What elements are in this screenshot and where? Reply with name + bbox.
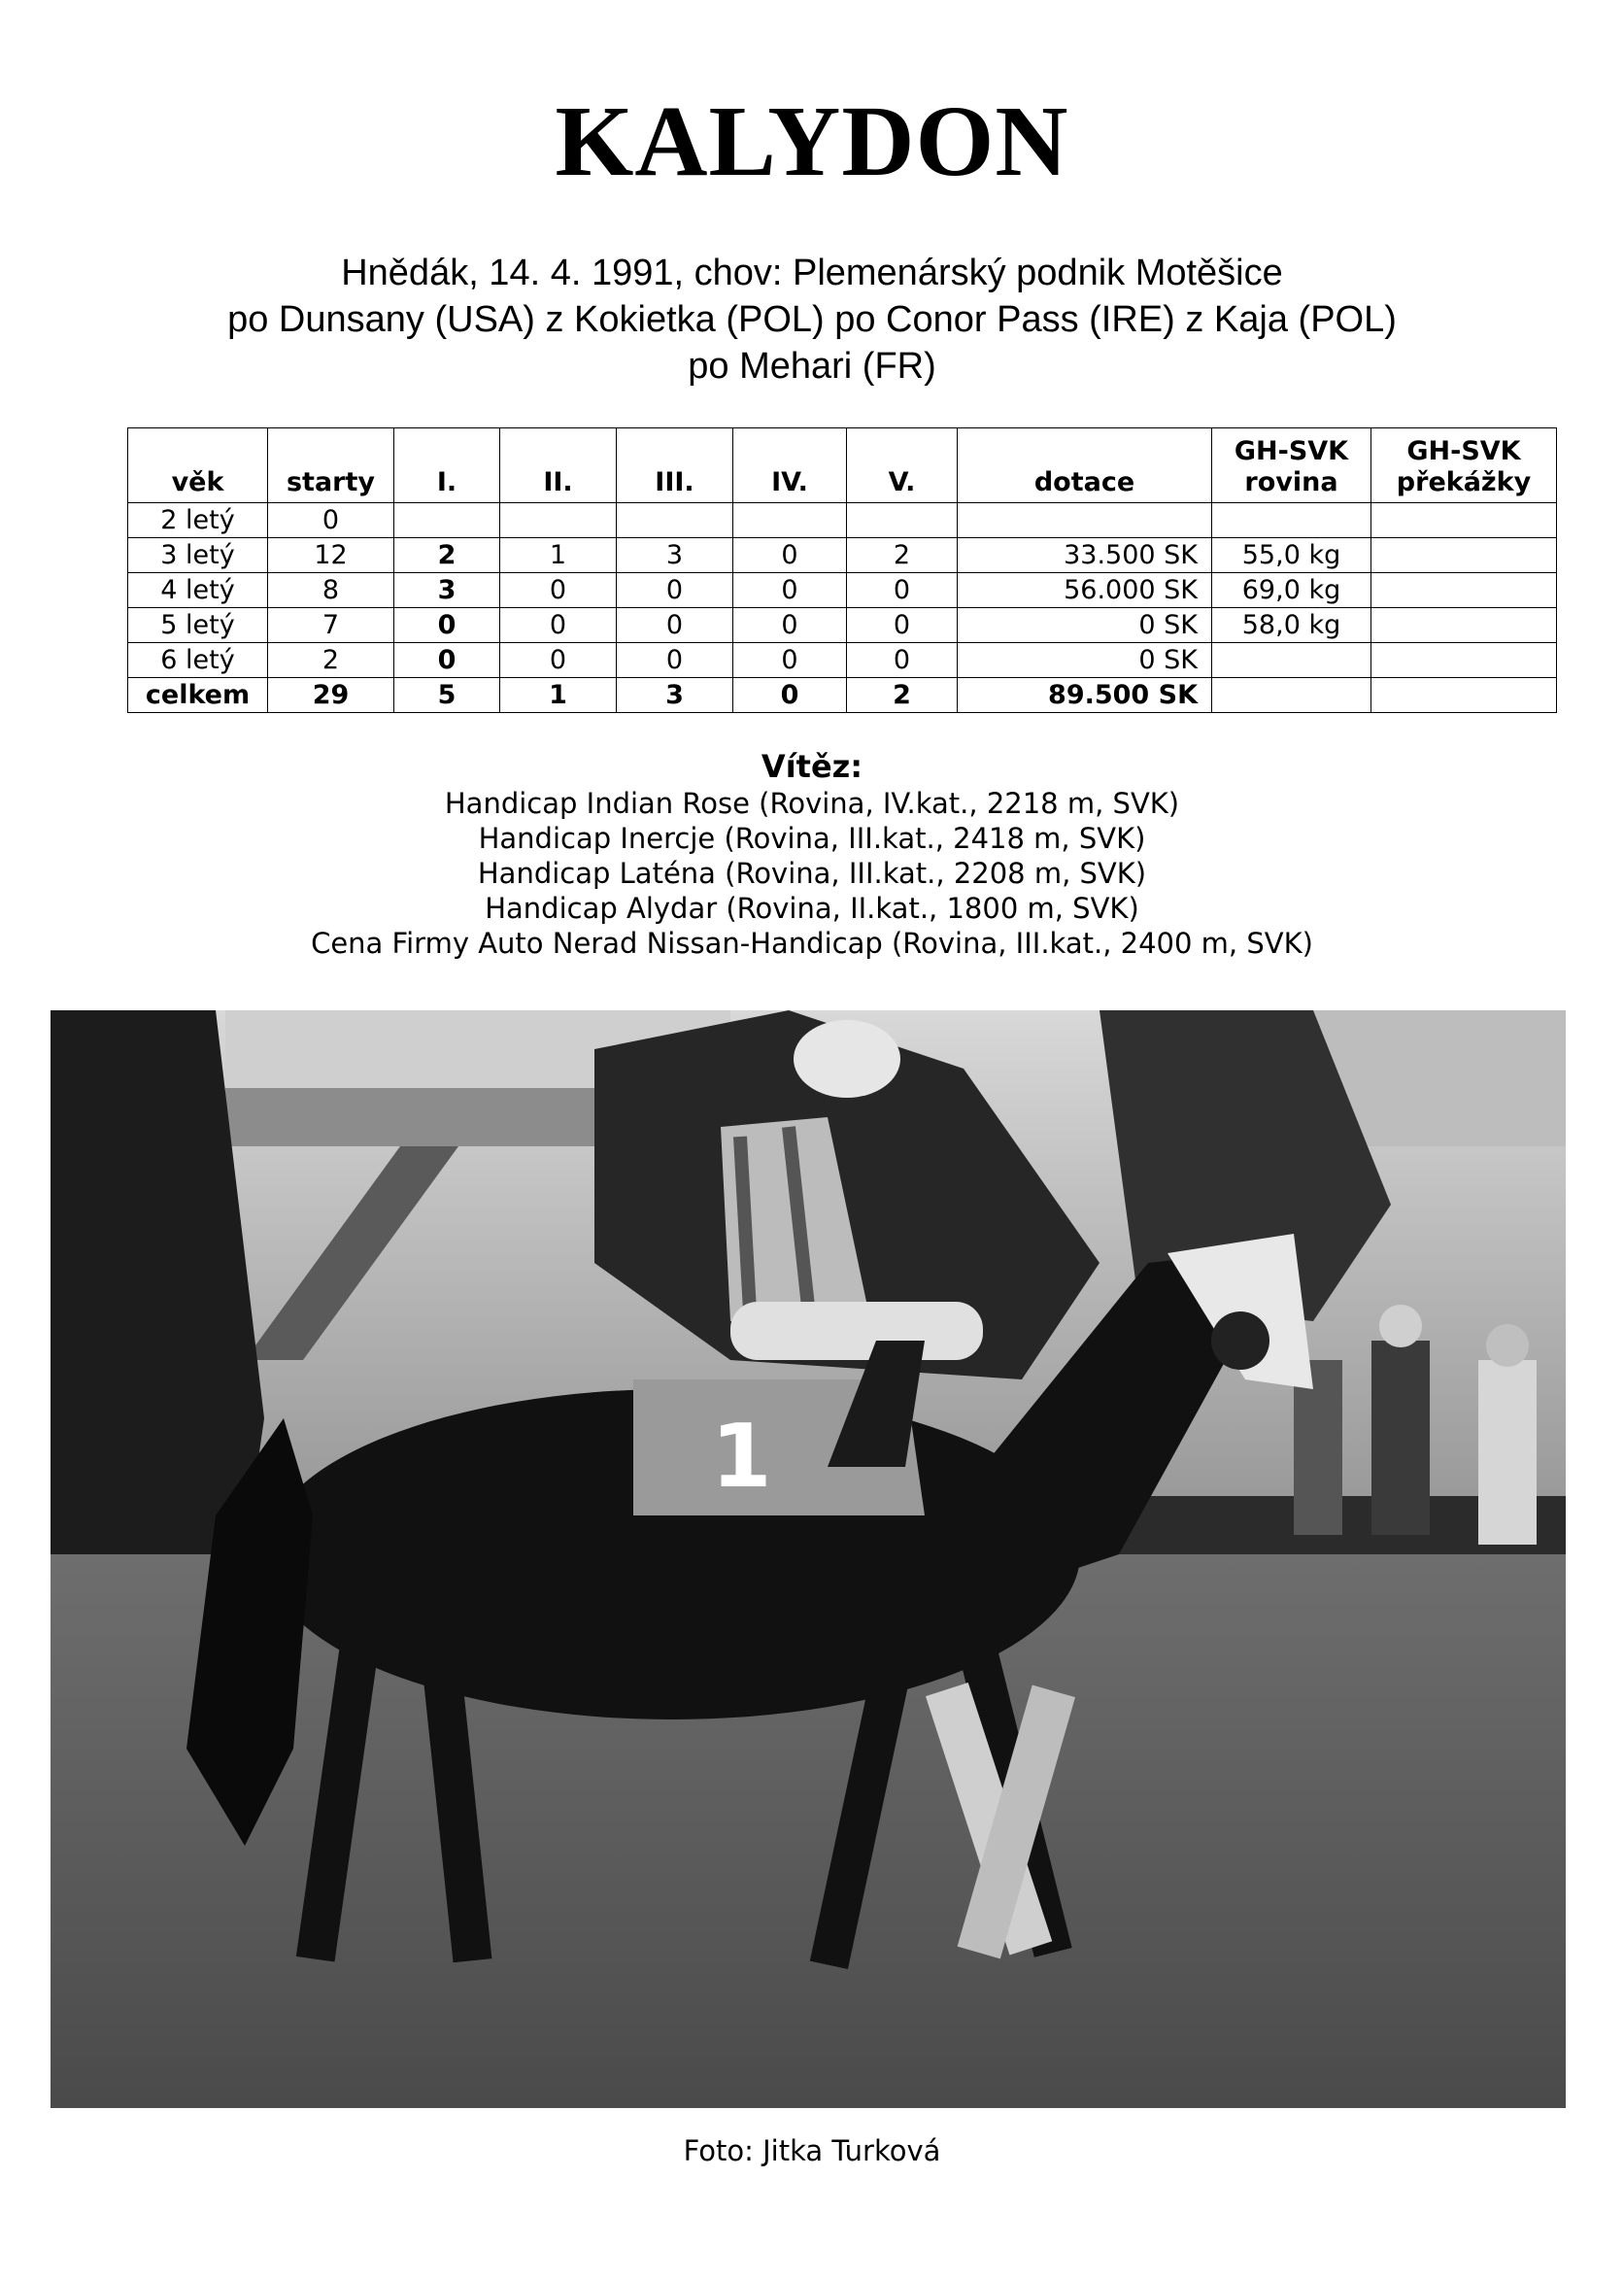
- cell-gh-rovina: 58,0 kg: [1212, 608, 1371, 643]
- cell-second: 1: [500, 538, 617, 573]
- cell-third: [617, 503, 733, 538]
- cell-gh-prekazky: [1371, 503, 1557, 538]
- list-item: Handicap Indian Rose (Rovina, IV.kat., 2218 m, SVK): [444, 787, 1180, 820]
- header-second: II.: [500, 428, 617, 503]
- horse-photo: [51, 1010, 1566, 2108]
- cell-fifth: 0: [847, 643, 958, 678]
- cell-first: 0: [394, 643, 500, 678]
- cell-fifth: [847, 503, 958, 538]
- cell-gh-rovina: 69,0 kg: [1212, 573, 1371, 608]
- cell-gh-prekazky: [1371, 608, 1557, 643]
- pedigree-line-1: Hnědák, 14. 4. 1991, chov: Plemenárský podnik Motěšice: [341, 253, 1283, 293]
- cell-dotace: 0 SK: [958, 608, 1212, 643]
- cell-third: 0: [617, 608, 733, 643]
- cell-gh-prekazky: [1371, 643, 1557, 678]
- cell-dotace: 0 SK: [958, 643, 1212, 678]
- cell-vek: 3 letý: [128, 538, 268, 573]
- table-row: [128, 608, 1557, 643]
- table-row: [128, 643, 1557, 678]
- cell-dotace: [958, 503, 1212, 538]
- cell-fourth: 0: [733, 573, 847, 608]
- cell-gh-rovina: [1212, 643, 1371, 678]
- cell-starty: 8: [268, 573, 394, 608]
- cell-fifth: 2: [847, 538, 958, 573]
- cell-second: 1: [500, 678, 617, 713]
- cell-vek: 4 letý: [128, 573, 268, 608]
- photo-credit: Foto: Jitka Turková: [683, 2134, 941, 2167]
- cell-second: [500, 503, 617, 538]
- cell-starty: 12: [268, 538, 394, 573]
- header-starty: starty: [268, 428, 394, 503]
- header-third: III.: [617, 428, 733, 503]
- cell-first: 2: [394, 538, 500, 573]
- table-header-row: [128, 428, 1557, 503]
- cell-second: 0: [500, 643, 617, 678]
- header-fourth: IV.: [733, 428, 847, 503]
- header-gh-rovina-line2: rovina: [1244, 467, 1338, 497]
- pedigree-line-3: po Mehari (FR): [688, 346, 936, 387]
- cell-first: 5: [394, 678, 500, 713]
- header-first: I.: [394, 428, 500, 503]
- cell-second: 0: [500, 573, 617, 608]
- spectator: [1371, 1341, 1430, 1535]
- header-dotace: dotace: [958, 428, 1212, 503]
- cell-starty: 2: [268, 643, 394, 678]
- pedigree-line-2: po Dunsany (USA) z Kokietka (POL) po Conor Pass (IRE) z Kaja (POL): [227, 299, 1397, 340]
- cell-fifth: 2: [847, 678, 958, 713]
- cell-fourth: 0: [733, 608, 847, 643]
- horse-name-title: KALYDON: [555, 85, 1069, 197]
- cell-fifth: 0: [847, 608, 958, 643]
- table-row: [128, 573, 1557, 608]
- header-gh-prekazky: [1371, 428, 1557, 503]
- jockey-legs: [730, 1302, 983, 1360]
- cell-third: 0: [617, 573, 733, 608]
- cell-second: 0: [500, 608, 617, 643]
- silks-stripe: [740, 1137, 750, 1311]
- table-total-row: [128, 678, 1557, 713]
- header-gh-rovina-line1: GH-SVK: [1234, 436, 1349, 466]
- cell-vek: 6 letý: [128, 643, 268, 678]
- cell-fifth: 0: [847, 573, 958, 608]
- table-row: [128, 503, 1557, 538]
- cell-gh-prekazky: [1371, 538, 1557, 573]
- cell-third: 3: [617, 678, 733, 713]
- header-vek: věk: [128, 428, 268, 503]
- cell-fourth: 0: [733, 643, 847, 678]
- cell-fourth: [733, 503, 847, 538]
- cell-starty: 7: [268, 608, 394, 643]
- spectator-head: [1379, 1305, 1422, 1347]
- cell-dotace: 56.000 SK: [958, 573, 1212, 608]
- spectator-head: [1486, 1324, 1529, 1367]
- cell-dotace: 33.500 SK: [958, 538, 1212, 573]
- list-item: Handicap Alydar (Rovina, II.kat., 1800 m, SVK): [485, 892, 1139, 925]
- jockey-cap: [794, 1020, 900, 1098]
- cell-third: 3: [617, 538, 733, 573]
- cell-vek: celkem: [128, 678, 268, 713]
- cell-gh-rovina: [1212, 503, 1371, 538]
- cell-fourth: 0: [733, 538, 847, 573]
- cell-first: 3: [394, 573, 500, 608]
- cell-first: 0: [394, 608, 500, 643]
- list-item: Handicap Laténa (Rovina, III.kat., 2208 m, SVK): [477, 857, 1147, 890]
- cell-fourth: 0: [733, 678, 847, 713]
- race-stats-table: [127, 427, 1557, 713]
- winner-heading: Vítěz:: [761, 748, 863, 785]
- photo-illustration: [51, 1010, 1566, 2108]
- cell-starty: 29: [268, 678, 394, 713]
- winner-list: [0, 786, 1624, 961]
- header-gh-prekazky-line1: GH-SVK: [1406, 436, 1521, 466]
- header-gh-rovina: [1212, 428, 1371, 503]
- saddlecloth-number: 1: [711, 1406, 772, 1508]
- spectator: [1478, 1360, 1537, 1545]
- header-fifth: V.: [847, 428, 958, 503]
- table-row: [128, 538, 1557, 573]
- cell-vek: 5 letý: [128, 608, 268, 643]
- cell-third: 0: [617, 643, 733, 678]
- list-item: Handicap Inercje (Rovina, III.kat., 2418 m, SVK): [478, 822, 1146, 855]
- cell-gh-rovina: [1212, 678, 1371, 713]
- cell-vek: 2 letý: [128, 503, 268, 538]
- cell-starty: 0: [268, 503, 394, 538]
- cell-gh-prekazky: [1371, 573, 1557, 608]
- header-gh-prekazky-line2: překážky: [1396, 467, 1532, 497]
- cell-dotace: 89.500 SK: [958, 678, 1212, 713]
- cell-gh-prekazky: [1371, 678, 1557, 713]
- list-item: Cena Firmy Auto Nerad Nissan-Handicap (Rovina, III.kat., 2400 m, SVK): [311, 927, 1313, 960]
- cell-gh-rovina: 55,0 kg: [1212, 538, 1371, 573]
- horse-blinker: [1211, 1311, 1269, 1370]
- cell-first: [394, 503, 500, 538]
